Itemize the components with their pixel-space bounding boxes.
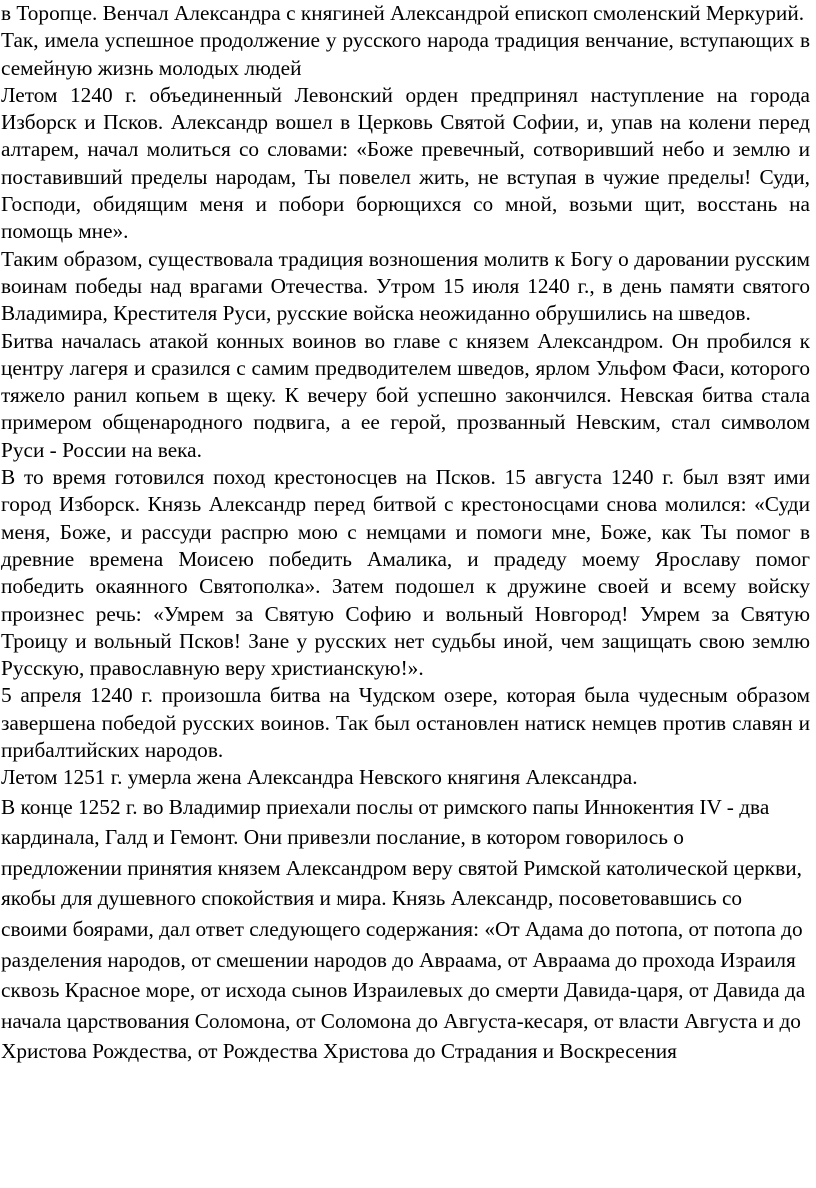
paragraph-1: в Торопце. Венчал Александра с княгиней Александрой епископ смоленский Меркурий. <box>1 1 805 25</box>
paragraph-6: В то время готовился поход крестоносцев на Псков. 15 августа 1240 г. был взят ими город Изборск. Князь Александр перед битвой с крестоносцами снова молился: «Суди меня, Боже, и рассуди распрю мою с немцами и помоги мне, Боже, как Ты помог в древние времена Моисею победить Амалика, и прадеду моему Ярославу помог победить окаянного Святополка». Затем подошел к дружине своей и всему войску произнес речь: «Умрем за Святую Софию и вольный Новгород! Умрем за Святую Троицу и вольный Псков! Зане у русских нет судьбы иной, чем защищать свою землю Русскую, православную веру христианскую!». <box>1 465 810 681</box>
paragraph-3: Летом 1240 г. объединенный Левонский орден предпринял наступление на города Изборск и Псков. Александр вошел в Церковь Святой Софии, и, упав на колени перед алтарем, начал молиться со словами: «Боже превечный, сотворивший небо и землю и поставивший пределы народам, Ты повелел жить, не вступая в чужие пределы! Суди, Господи, обидящим меня и побори борющихся со мной, возьми щит, восстань на помощь мне». <box>1 82 810 244</box>
paragraph-9: В конце 1252 г. во Владимир приехали послы от римского папы Иннокентия IV - два кардинала, Галд и Гемонт. Они привезли послание, в котором говорилось о предложении принятия князем Александром веру святой Римской католической церкви, якобы для душевного спокойствия и мира. Князь Александр, посоветовавшись со своими боярами, дал ответ следующего содержания: «От Адама до потопа, от потопа до разделения народов, от смешении народов до Авраама, от Авраама до прохода Израиля сквозь Красное море, от исхода сынов Израилевых до смерти Давида-царя, от Давида да начала царствования Соломона, от Соломона до Августа-кесаря, от власти Августа и до Христова Рождества, от Рождества Христова до Страдания и Воскресения <box>1 794 806 1064</box>
paragraph-2: Так, имела успешное продолжение у русского народа традиция венчание, вступающих в семейную жизнь молодых людей <box>1 28 810 80</box>
paragraph-5: Битва началась атакой конных воинов во главе с князем Александром. Он пробился к центру лагеря и сразился с самим предводителем шведов, ярлом Ульфом Фаси, которого тяжело ранил копьем в щеку. К вечеру бой успешно закончился. Невская битва стала примером общенародного подвига, а ее герой, прозванный Невским, стал символом Руси - России на века. <box>1 328 810 462</box>
paragraph-4: Таким образом, существовала традиция возношения молитв к Богу о даровании русским воинам победы над врагами Отечества. Утром 15 июля 1240 г., в день памяти святого Владимира, Крестителя Руси, русские войска неожиданно обрушились на шведов. <box>1 246 810 326</box>
paragraph-8: Летом 1251 г. умерла жена Александра Невского княгиня Александра. <box>1 765 638 790</box>
paragraph-7: 5 апреля 1240 г. произошла битва на Чудском озере, которая была чудесным образом завершена победой русских воинов. Так был остановлен натиск немцев против славян и прибалтийских народов. <box>1 683 810 763</box>
